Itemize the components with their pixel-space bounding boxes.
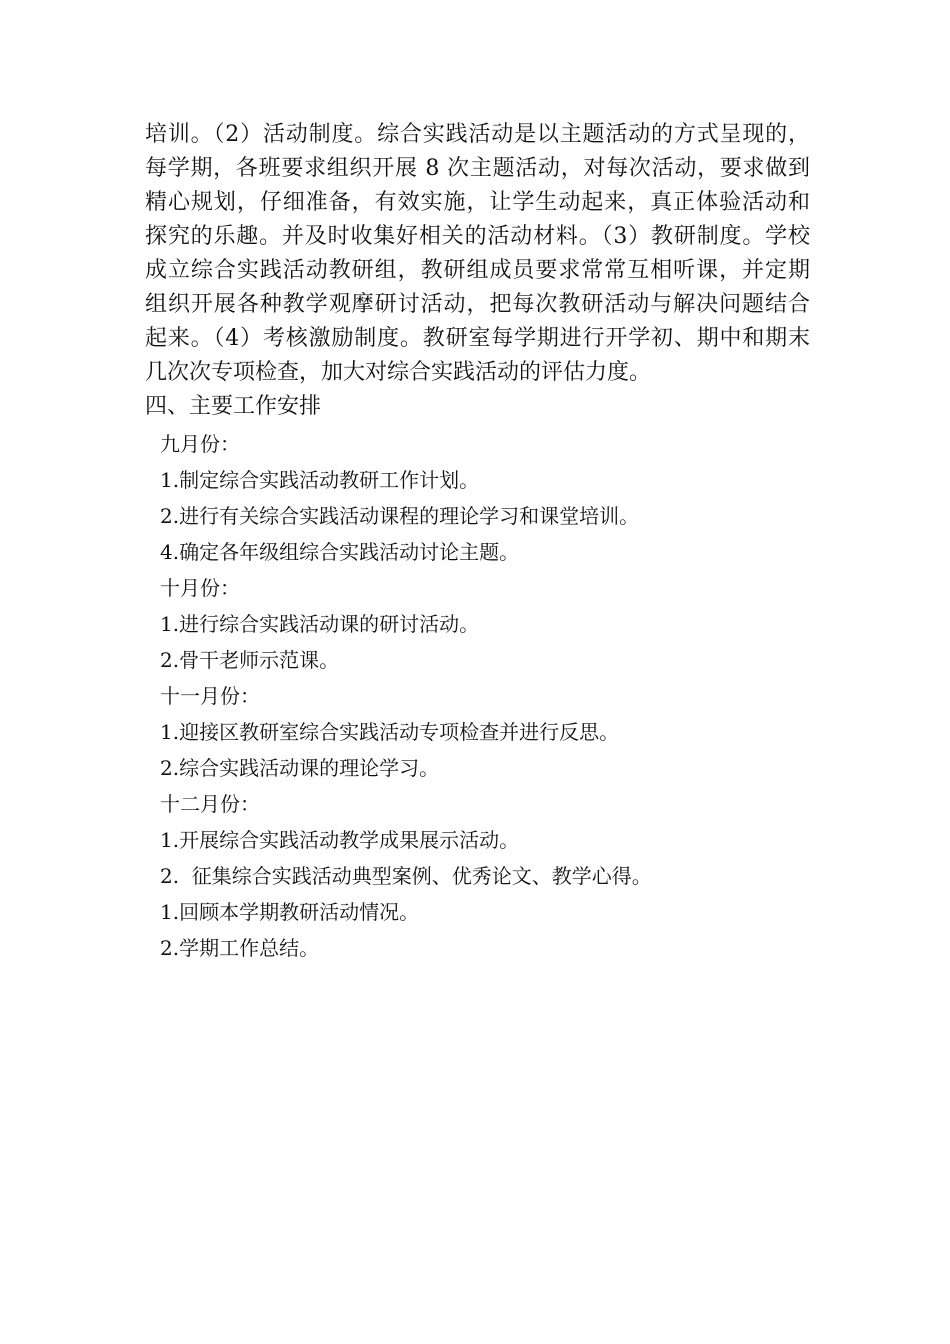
list-item: 1.开展综合实践活动教学成果展示活动。 (160, 828, 520, 852)
list-item: 2.进行有关综合实践活动课程的理论学习和课堂培训。 (160, 504, 640, 528)
list-item: 1.迎接区教研室综合实践活动专项检查并进行反思。 (160, 720, 620, 744)
list-item: 2.骨干老师示范课。 (160, 648, 340, 672)
body-paragraph (145, 118, 810, 390)
list-item: 1.制定综合实践活动教研工作计划。 (160, 468, 480, 492)
list-item: 2.综合实践活动课的理论学习。 (160, 756, 440, 780)
paragraph-line: 几次次专项检查，加大对综合实践活动的评估力度。 (145, 360, 652, 385)
section-heading: 四、主要工作安排 (145, 394, 322, 419)
paragraph-line: 精心规划，仔细准备，有效实施，让学生动起来，真正体验活动和 (145, 190, 810, 215)
paragraph-line: 探究的乐趣。并及时收集好相关的活动材料。（3）教研制度。学校 (145, 224, 810, 249)
paragraph-line: 每学期，各班要求组织开展 8 次主题活动，对每次活动，要求做到 (145, 156, 810, 181)
month-label-october: 十月份： (160, 576, 240, 600)
paragraph-line: 组织开展各种教学观摩研讨活动，把每次教研活动与解决问题结合 (145, 292, 810, 317)
list-item: 1.回顾本学期教研活动情况。 (160, 900, 420, 924)
month-label-december: 十二月份： (160, 792, 260, 816)
list-item: 4.确定各年级组综合实践活动讨论主题。 (160, 540, 520, 564)
paragraph-line: 培训。（2）活动制度。综合实践活动是以主题活动的方式呈现的， (145, 122, 810, 147)
list-item: 2. 征集综合实践活动典型案例、优秀论文、教学心得。 (160, 864, 652, 888)
paragraph-line: 起来。（4）考核激励制度。教研室每学期进行开学初、期中和期末 (145, 326, 810, 351)
list-item: 2.学期工作总结。 (160, 936, 320, 960)
month-label-november: 十一月份： (160, 684, 260, 708)
month-label-september: 九月份： (160, 432, 240, 456)
paragraph-line: 成立综合实践活动教研组，教研组成员要求常常互相听课，并定期 (145, 258, 810, 283)
work-schedule-list (160, 426, 800, 966)
list-item: 1.进行综合实践活动课的研讨活动。 (160, 612, 480, 636)
